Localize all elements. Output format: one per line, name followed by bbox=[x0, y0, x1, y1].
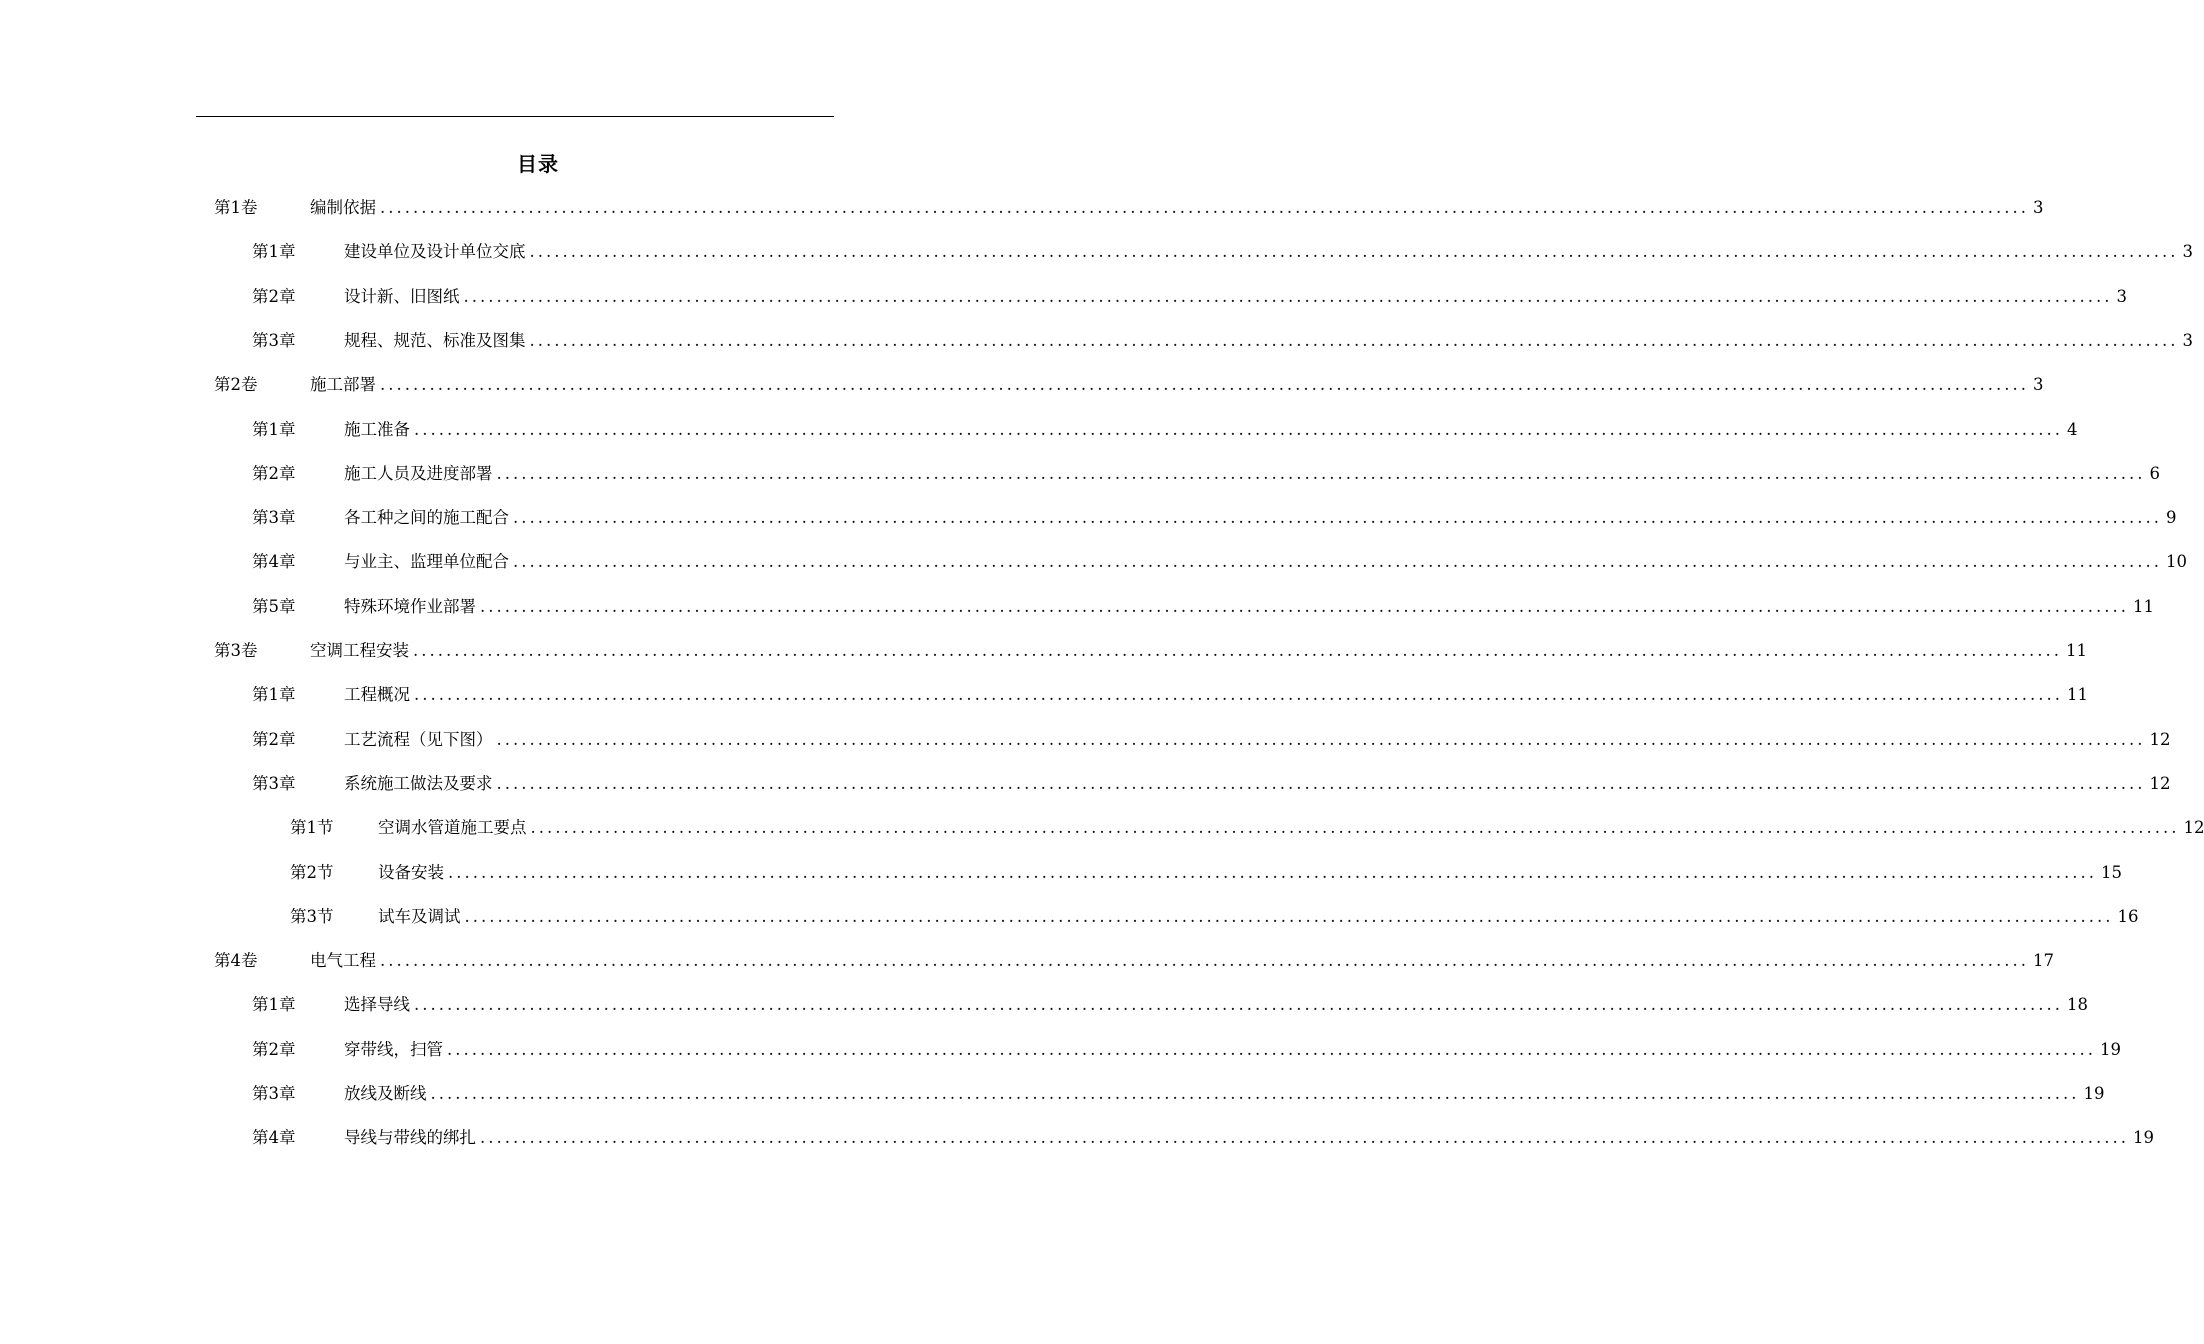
toc-entry[interactable] bbox=[214, 373, 2044, 397]
toc-leader-dots: ........................................................................................................................................................................................................ bbox=[529, 242, 2179, 262]
toc-leader-dots: ........................................................................................................................................................................................................ bbox=[380, 375, 2029, 395]
toc-entry-page: 12 bbox=[2149, 729, 2171, 749]
toc-entry[interactable] bbox=[252, 1126, 2154, 1150]
toc-entry-page: 3 bbox=[2032, 375, 2044, 395]
toc-entry-page: 16 bbox=[2117, 906, 2139, 926]
toc-entry-number: 第3卷 bbox=[214, 641, 258, 660]
toc-entry-number: 第1章 bbox=[252, 242, 296, 262]
toc-entry-page: 18 bbox=[2066, 995, 2088, 1015]
toc-entry-page: 3 bbox=[2116, 286, 2127, 306]
toc-entry[interactable] bbox=[252, 418, 2078, 442]
toc-entry-title: 编制依据 bbox=[310, 198, 376, 217]
toc-entry[interactable] bbox=[252, 683, 2088, 707]
toc-entry-title: 放线及断线 bbox=[344, 1084, 427, 1103]
toc-entry[interactable] bbox=[214, 196, 2044, 220]
toc-leader-dots: ........................................................................................................................................................................................................ bbox=[513, 552, 2162, 572]
toc-entry-number: 第1章 bbox=[252, 419, 296, 439]
toc-leader-dots: ........................................................................................................................................................................................................ bbox=[530, 818, 2180, 838]
toc-entry-page: 11 bbox=[2066, 685, 2088, 705]
toc-entry-page: 17 bbox=[2032, 951, 2054, 971]
toc-leader-dots: ........................................................................................................................................................................................................ bbox=[380, 198, 2029, 217]
toc-entry-title: 施工部署 bbox=[310, 375, 376, 395]
toc-entry-page: 19 bbox=[2083, 1084, 2105, 1103]
toc-entry[interactable] bbox=[252, 993, 2088, 1017]
toc-entry-number: 第1节 bbox=[290, 818, 334, 838]
toc-entry[interactable] bbox=[290, 816, 2204, 840]
toc-leader-dots: ........................................................................................................................................................................................................ bbox=[380, 951, 2029, 971]
toc-entry[interactable] bbox=[252, 772, 2171, 796]
toc-entry-page: 3 bbox=[2182, 330, 2193, 350]
toc-leader-dots: ........................................................................................................................................................................................................ bbox=[414, 995, 2063, 1015]
toc-entry-number: 第4章 bbox=[252, 552, 296, 572]
toc-entry[interactable] bbox=[252, 240, 2193, 264]
toc-entry-number: 第1章 bbox=[252, 685, 296, 705]
toc-entry-title: 工程概况 bbox=[344, 685, 410, 705]
toc-entry[interactable] bbox=[252, 1082, 2105, 1106]
toc-entry[interactable] bbox=[290, 905, 2139, 929]
toc-entry-number: 第2章 bbox=[252, 1039, 296, 1059]
toc-entry-title: 规程、规范、标准及图集 bbox=[344, 330, 526, 350]
toc-leader-dots: ........................................................................................................................................................................................................ bbox=[496, 773, 2146, 793]
toc-leader-dots: ........................................................................................................................................................................................................ bbox=[414, 685, 2063, 705]
header-rule bbox=[196, 116, 834, 117]
toc-entry[interactable] bbox=[252, 550, 2187, 574]
toc-entry-number: 第4卷 bbox=[214, 951, 258, 971]
toc-entry-title: 特殊环境作业部署 bbox=[344, 596, 476, 616]
toc-title: 目录 bbox=[517, 152, 559, 176]
toc-leader-dots: ........................................................................................................................................................................................................ bbox=[464, 906, 2114, 926]
toc-entry-title: 建设单位及设计单位交底 bbox=[344, 242, 526, 262]
toc-entry[interactable] bbox=[214, 639, 2087, 663]
toc-entry[interactable] bbox=[252, 595, 2154, 619]
toc-entry[interactable] bbox=[252, 506, 2177, 530]
toc-entry-page: 3 bbox=[2182, 242, 2193, 262]
toc-leader-dots: ........................................................................................................................................................................................................ bbox=[430, 1084, 2080, 1103]
toc-entry-number: 第2章 bbox=[252, 463, 296, 483]
toc-entry-title: 导线与带线的绑扎 bbox=[344, 1128, 476, 1148]
toc-entry-number: 第3节 bbox=[290, 906, 334, 926]
toc-entry-number: 第1章 bbox=[252, 995, 296, 1015]
toc-entry-number: 第3章 bbox=[252, 773, 296, 793]
toc-entry-title: 空调工程安装 bbox=[310, 641, 409, 660]
toc-entry-title: 设计新、旧图纸 bbox=[344, 286, 460, 306]
toc-entry-title: 穿带线，扫管 bbox=[344, 1039, 443, 1059]
toc-leader-dots: ........................................................................................................................................................................................................ bbox=[447, 1039, 2096, 1059]
toc-leader-dots: ........................................................................................................................................................................................................ bbox=[513, 508, 2162, 528]
toc-entry-title: 试车及调试 bbox=[378, 906, 461, 926]
toc-entry-page: 12 bbox=[2183, 818, 2204, 838]
toc-entry-number: 第2章 bbox=[252, 286, 296, 306]
toc-leader-dots: ........................................................................................................................................................................................................ bbox=[448, 862, 2097, 882]
toc-entry[interactable] bbox=[252, 329, 2193, 353]
toc-entry-page: 4 bbox=[2066, 419, 2078, 439]
toc-entry-page: 11 bbox=[2065, 641, 2087, 660]
toc-entry[interactable] bbox=[252, 462, 2160, 486]
toc-leader-dots: ........................................................................................................................................................................................................ bbox=[480, 1128, 2129, 1148]
toc-entry-page: 19 bbox=[2132, 1128, 2154, 1148]
toc-entry-number: 第2章 bbox=[252, 729, 296, 749]
toc-entry-number: 第3章 bbox=[252, 508, 296, 528]
toc-entry-page: 11 bbox=[2132, 596, 2154, 616]
toc-entry-page: 6 bbox=[2149, 463, 2160, 483]
toc-entry-title: 与业主、监理单位配合 bbox=[344, 552, 509, 572]
toc-leader-dots: ........................................................................................................................................................................................................ bbox=[463, 286, 2113, 306]
toc-entry-title: 系统施工做法及要求 bbox=[344, 773, 493, 793]
toc-entry[interactable] bbox=[252, 285, 2127, 309]
toc-entry-number: 第1卷 bbox=[214, 198, 258, 217]
toc-leader-dots: ........................................................................................................................................................................................................ bbox=[480, 596, 2129, 616]
toc-leader-dots: ........................................................................................................................................................................................................ bbox=[529, 330, 2179, 350]
toc-entry[interactable] bbox=[214, 949, 2054, 973]
toc-leader-dots: ........................................................................................................................................................................................................ bbox=[496, 729, 2146, 749]
toc-entry-title: 工艺流程（见下图） bbox=[344, 729, 493, 749]
toc-entry-title: 设备安装 bbox=[378, 862, 444, 882]
toc-entry-number: 第2卷 bbox=[214, 375, 258, 395]
toc-entry-title: 选择导线 bbox=[344, 995, 410, 1015]
toc-entry[interactable] bbox=[252, 1038, 2121, 1062]
toc-entry-number: 第3章 bbox=[252, 1084, 296, 1103]
toc-entry-title: 施工准备 bbox=[344, 419, 410, 439]
toc-entry-title: 各工种之间的施工配合 bbox=[344, 508, 509, 528]
toc-entry-page: 9 bbox=[2165, 508, 2177, 528]
toc-leader-dots: ........................................................................................................................................................................................................ bbox=[413, 641, 2062, 660]
toc-entry-title: 空调水管道施工要点 bbox=[378, 818, 527, 838]
toc-entry-number: 第2节 bbox=[290, 862, 334, 882]
toc-entry[interactable] bbox=[290, 861, 2122, 885]
toc-entry-title: 施工人员及进度部署 bbox=[344, 463, 493, 483]
toc-leader-dots: ........................................................................................................................................................................................................ bbox=[414, 419, 2063, 439]
toc-leader-dots: ........................................................................................................................................................................................................ bbox=[496, 463, 2146, 483]
toc-entry-page: 19 bbox=[2099, 1039, 2121, 1059]
toc-entry-page: 10 bbox=[2165, 552, 2187, 572]
toc-entry-number: 第3章 bbox=[252, 330, 296, 350]
toc-entry-number: 第5章 bbox=[252, 596, 296, 616]
toc-entry-page: 12 bbox=[2149, 773, 2171, 793]
toc-entry-number: 第4章 bbox=[252, 1128, 296, 1148]
toc-entry-title: 电气工程 bbox=[310, 951, 376, 971]
toc-entry[interactable] bbox=[252, 728, 2171, 752]
toc-entry-page: 3 bbox=[2032, 198, 2044, 217]
toc-entry-page: 15 bbox=[2100, 862, 2122, 882]
